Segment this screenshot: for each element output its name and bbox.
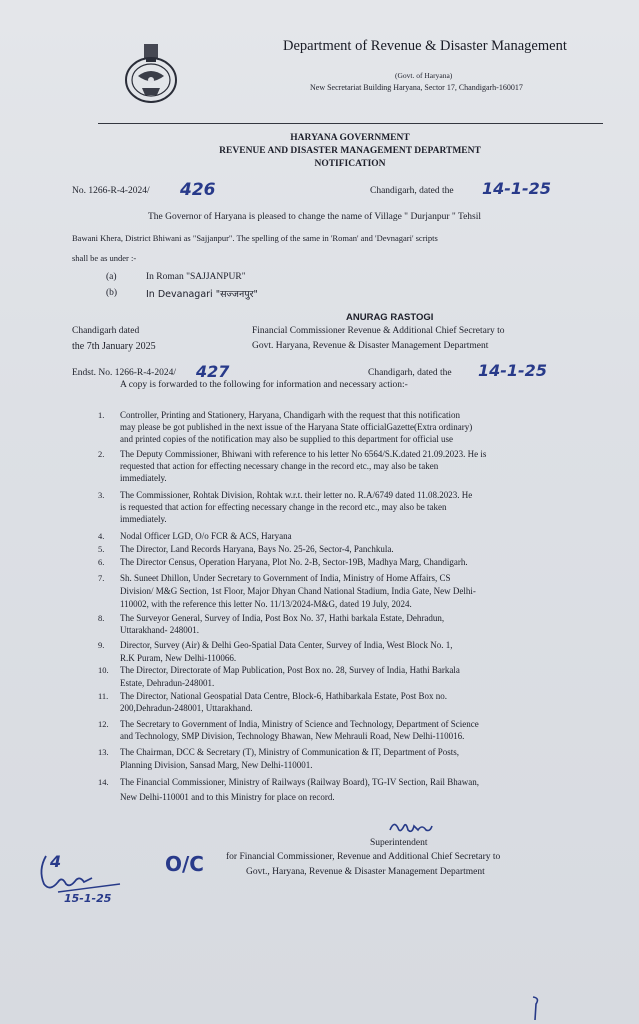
copy-list-item-number: 10.	[98, 665, 109, 675]
copy-list-item-line: The Deputy Commissioner, Bhiwani with reference to his letter No 6564/S.K.dated 21.09.2023. He is	[120, 449, 487, 459]
copy-list-item-line: R.K Puram, New Delhi-110066.	[120, 653, 237, 663]
pen-mark-icon	[530, 994, 542, 1022]
notification-date-label: Chandigarh, dated the	[370, 186, 454, 196]
copy-list-item-number: 3.	[98, 490, 105, 500]
spelling-devanagari: In Devanagari "सज्जनपुर"	[146, 289, 258, 300]
copy-list-item-line: requested that action for effecting necessary change in the record etc., may also be taken	[120, 461, 439, 471]
superintendent-signature-icon	[386, 818, 434, 840]
copy-list-item-line: and printed copies of the notification may also be supplied to this department for official use	[120, 434, 453, 444]
endorsement-number-label: Endst. No. 1266-R-4-2024/	[72, 368, 176, 378]
copy-list-item-line: The Director, Directorate of Map Publication, Post Box no. 28, Survey of India, Hathi Barkala	[120, 665, 460, 675]
endorsement-date-handwritten: 14-1-25	[478, 361, 547, 380]
copy-list-item-number: 9.	[98, 640, 105, 650]
title-notification: NOTIFICATION	[314, 159, 386, 169]
endorsement-date-label: Chandigarh, dated the	[368, 368, 452, 378]
copy-list-item-line: The Director Census, Operation Haryana, Plot No. 2-B, Sector-19B, Madhya Marg, Chandigarh.	[120, 557, 468, 567]
copy-list-item-number: 4.	[98, 531, 105, 541]
signatory-dated-label: Chandigarh dated	[72, 326, 140, 336]
copy-list-item-line: Estate, Dehradun-248001.	[120, 678, 215, 688]
notification-body-line: Bawani Khera, District Bhiwani as "Sajjanpur". The spelling of the same in 'Roman' and 'Devnagari' scripts	[72, 233, 438, 243]
footer-designation: Superintendent	[370, 838, 428, 848]
copy-list-item-line: immediately.	[120, 514, 167, 524]
copy-list-item-number: 8.	[98, 613, 105, 623]
header-divider	[98, 123, 603, 124]
spelling-roman: In Roman "SAJJANPUR"	[146, 272, 246, 282]
signatory-designation: Financial Commissioner Revenue & Additional Chief Secretary to	[252, 326, 505, 336]
notification-number-label: No. 1266-R-4-2024/	[72, 186, 150, 196]
handwritten-oc-mark: O/C	[165, 852, 204, 876]
endorsement-number-handwritten: 427	[196, 362, 230, 381]
copy-list-item-number: 5.	[98, 544, 105, 554]
copy-list-item-line: The Secretary to Government of India, Ministry of Science and Technology, Department of Science	[120, 719, 479, 729]
title-department: REVENUE AND DISASTER MANAGEMENT DEPARTMENT	[219, 146, 481, 156]
copy-list-item-line: 110002, with the reference this letter No. 11/13/2024-M&G, dated 19 July, 2024.	[120, 599, 412, 609]
copy-list-item-line: The Director, National Geospatial Data Centre, Block-6, Hathibarkala Estate, Post Box no.	[120, 691, 448, 701]
notification-date-handwritten: 14-1-25	[482, 179, 551, 198]
copy-list-item-line: The Surveyor General, Survey of India, Post Box No. 37, Hathi barkala Estate, Dehradun,	[120, 613, 445, 623]
copy-list-item-line: is requested that action for effecting necessary change in the record etc., may also be taken	[120, 502, 447, 512]
copy-list-item-number: 12.	[98, 719, 109, 729]
copy-list-item-number: 6.	[98, 557, 105, 567]
copy-list-item-line: Uttarakhand- 248001.	[120, 625, 199, 635]
notification-number-handwritten: 426	[180, 180, 216, 200]
copy-list-item-line: immediately.	[120, 473, 167, 483]
copy-list-item-line: Controller, Printing and Stationery, Haryana, Chandigarh with the request that this notification	[120, 410, 460, 420]
department-address: New Secretariat Building Haryana, Sector 17, Chandigarh-160017	[310, 83, 523, 92]
title-government: HARYANA GOVERNMENT	[290, 133, 410, 143]
copy-list-item-line: and Technology, SMP Division, Technology Bhawan, New Mehrauli Road, New Delhi-110016.	[120, 731, 465, 741]
copy-list-item-line: The Chairman, DCC & Secretary (T), Ministry of Communication & IT, Department of Posts,	[120, 747, 460, 757]
department-heading: Department of Revenue & Disaster Management	[283, 38, 567, 54]
copy-list-item-number: 2.	[98, 449, 105, 459]
footer-for-line: for Financial Commissioner, Revenue and Additional Chief Secretary to	[226, 852, 501, 862]
copy-list-item-line: may please be got published in the next issue of the Haryana State officialGazette(Extra ordinary)	[120, 422, 473, 432]
signatory-name: ANURAG RASTOGI	[346, 312, 434, 323]
spelling-item-num: (a)	[106, 272, 117, 282]
notification-body-line: shall be as under :-	[72, 253, 137, 263]
copy-list-item-line: Division/ M&G Section, 1st Floor, Major Dhyan Chand National Stadium, India Gate, New Delhi-	[120, 586, 476, 596]
copy-list-item-number: 1.	[98, 410, 105, 420]
footer-for-line: Govt., Haryana, Revenue & Disaster Management Department	[246, 867, 485, 877]
copy-list-item-number: 13.	[98, 747, 109, 757]
copy-list-item-number: 11.	[98, 691, 109, 701]
copy-list-item-line: New Delhi-110001 and to this Ministry for place on record.	[120, 792, 335, 802]
copy-list-item-line: The Commissioner, Rohtak Division, Rohtak w.r.t. their letter no. R.A/6749 dated 11.08.2023. He	[120, 490, 473, 500]
copy-list-item-line: Sh. Suneet Dhillon, Under Secretary to Government of India, Ministry of Home Affairs, CS	[120, 573, 451, 583]
margin-date-handwritten: 15-1-25	[64, 892, 112, 905]
notification-body-line: The Governor of Haryana is pleased to change the name of Village " Durjanpur " Tehsil	[148, 212, 482, 222]
copy-list-item-number: 7.	[98, 573, 105, 583]
copy-list-item-line: Nodal Officer LGD, O/o FCR & ACS, Haryana	[120, 531, 292, 541]
copy-list-item-line: Director, Survey (Air) & Delhi Geo-Spatial Data Center, Survey of India, West Block No. 1,	[120, 640, 453, 650]
govt-subheading: (Govt. of Haryana)	[395, 71, 453, 80]
endorsement-intro: A copy is forwarded to the following for information and necessary action:-	[120, 380, 408, 390]
margin-number-handwritten: 4	[50, 852, 62, 871]
copy-list-item-line: The Financial Commissioner, Ministry of Railways (Railway Board), TG-IV Section, Rail Bhawan,	[120, 777, 480, 787]
haryana-emblem-icon	[124, 40, 178, 106]
signatory-dated: the 7th January 2025	[72, 341, 156, 352]
copy-list-item-line: The Director, Land Records Haryana, Bays No. 25-26, Sector-4, Panchkula.	[120, 544, 394, 554]
copy-list-item-number: 14.	[98, 777, 109, 787]
signatory-designation: Govt. Haryana, Revenue & Disaster Management Department	[252, 341, 489, 351]
spelling-item-num: (b)	[106, 288, 118, 298]
copy-list-item-line: Planning Division, Sansad Marg, New Delhi-110001.	[120, 760, 313, 770]
copy-list-item-line: 200,Dehradun-248001, Uttarakhand.	[120, 703, 253, 713]
